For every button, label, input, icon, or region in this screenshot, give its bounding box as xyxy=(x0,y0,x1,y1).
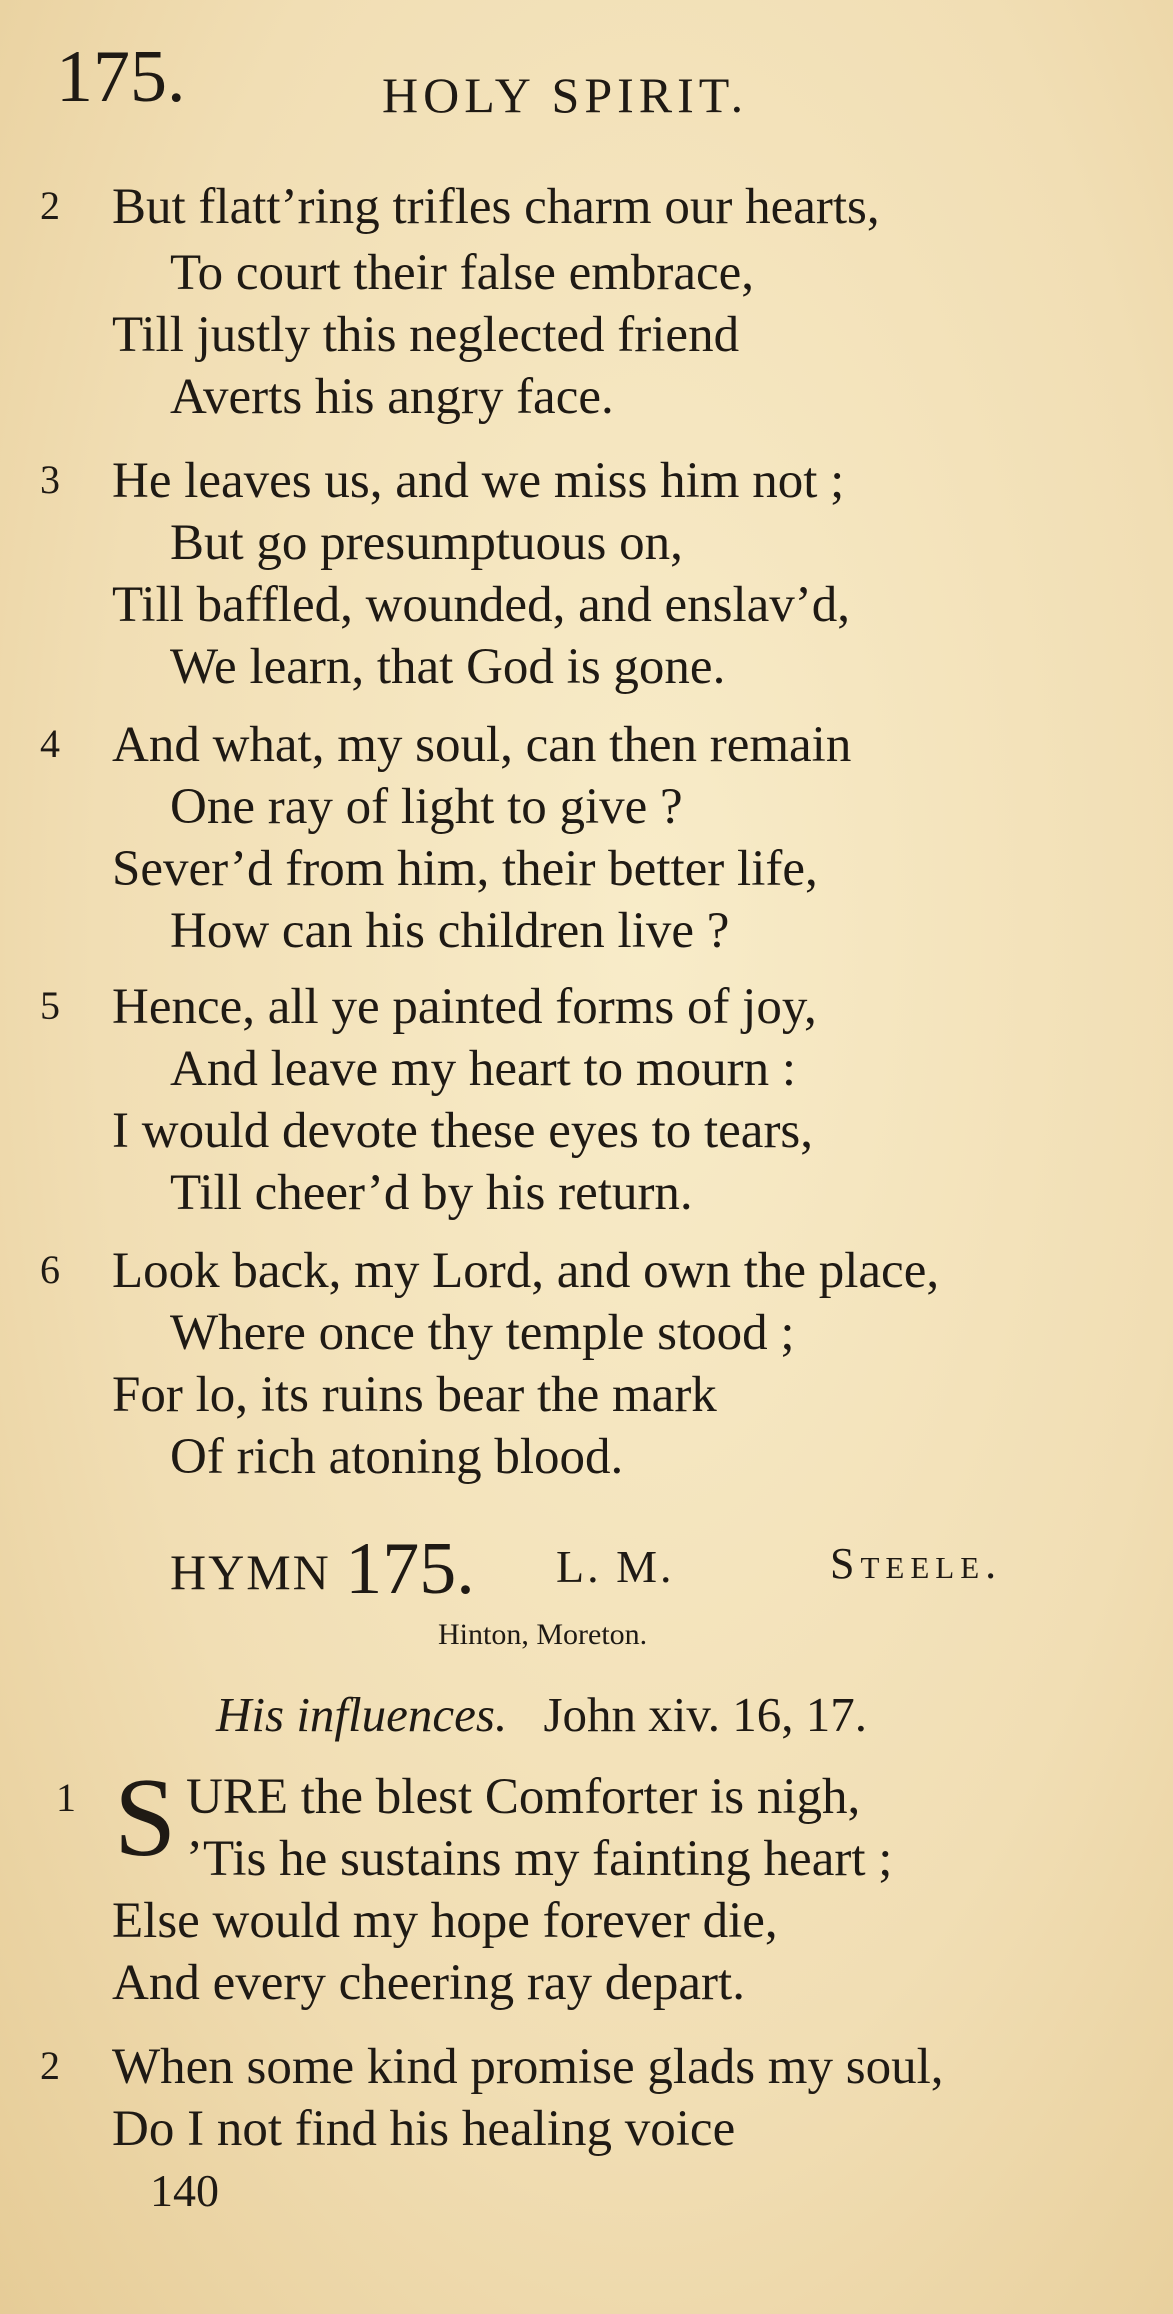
verse-line: We learn, that God is gone. xyxy=(170,639,726,695)
verse-line: Sever’d from him, their better life, xyxy=(112,841,818,897)
hymn-subject: His influences. xyxy=(216,1687,508,1742)
verse-line: Where once thy temple stood ; xyxy=(170,1305,795,1361)
hymn-subject-line xyxy=(216,1687,867,1742)
header-hymn-number: 175. xyxy=(56,36,186,118)
hymn-number: 175. xyxy=(345,1528,475,1610)
verse-line: How can his children live ? xyxy=(170,903,730,959)
verse-line: Till cheer’d by his return. xyxy=(170,1165,693,1221)
hymn-author: Steele. xyxy=(830,1539,1003,1588)
scripture-reference: John xiv. 16, 17. xyxy=(543,1687,867,1742)
verse-number: 1 xyxy=(56,1775,76,1820)
verse-line: ’Tis he sustains my fainting heart ; xyxy=(186,1831,893,1887)
verse-line: He leaves us, and we miss him not ; xyxy=(112,453,845,509)
verse-number: 4 xyxy=(40,721,60,766)
verse-line: Till baffled, wounded, and enslav’d, xyxy=(112,577,850,633)
hymn-meter: L. M. xyxy=(556,1541,675,1592)
verse-line: Till justly this neglected friend xyxy=(112,307,740,363)
verse-line: To court their false embrace, xyxy=(170,245,755,301)
verse-line: Look back, my Lord, and own the place, xyxy=(112,1243,940,1299)
verse-line: And leave my heart to mourn : xyxy=(170,1041,796,1097)
verse-line: Else would my hope forever die, xyxy=(112,1893,778,1949)
verse-line: One ray of light to give ? xyxy=(170,779,683,835)
verse-line: When some kind promise glads my soul, xyxy=(112,2039,944,2095)
verse-line: Of rich atoning blood. xyxy=(170,1429,624,1485)
hymn-heading xyxy=(170,1528,475,1610)
verse-line: Averts his angry face. xyxy=(170,369,614,425)
verse-line: URE the blest Comforter is nigh, xyxy=(186,1769,861,1825)
verse-line: Hence, all ye painted forms of joy, xyxy=(112,979,817,1035)
verse-number: 2 xyxy=(40,183,60,228)
drop-cap: S xyxy=(114,1756,177,1880)
verse-line: But go presumptuous on, xyxy=(170,515,683,571)
verse-number: 2 xyxy=(40,2043,60,2088)
verse-number: 5 xyxy=(40,983,60,1028)
hymn-word: HYMN xyxy=(170,1544,331,1600)
page-number: 140 xyxy=(150,2165,219,2216)
verse-line: But flatt’ring trifles charm our hearts, xyxy=(112,179,880,235)
verse-number: 6 xyxy=(40,1247,60,1292)
verse-line: And every cheering ray depart. xyxy=(112,1955,745,2011)
verse-line: I would devote these eyes to tears, xyxy=(112,1103,814,1159)
verse-line: For lo, its ruins bear the mark xyxy=(112,1367,717,1423)
verse-line: And what, my soul, can then remain xyxy=(112,717,852,773)
verse-line: Do I not find his healing voice xyxy=(112,2101,736,2157)
header-title: HOLY SPIRIT. xyxy=(382,67,749,123)
hymn-tunes: Hinton, Moreton. xyxy=(438,1618,648,1651)
verse-number: 3 xyxy=(40,457,60,502)
